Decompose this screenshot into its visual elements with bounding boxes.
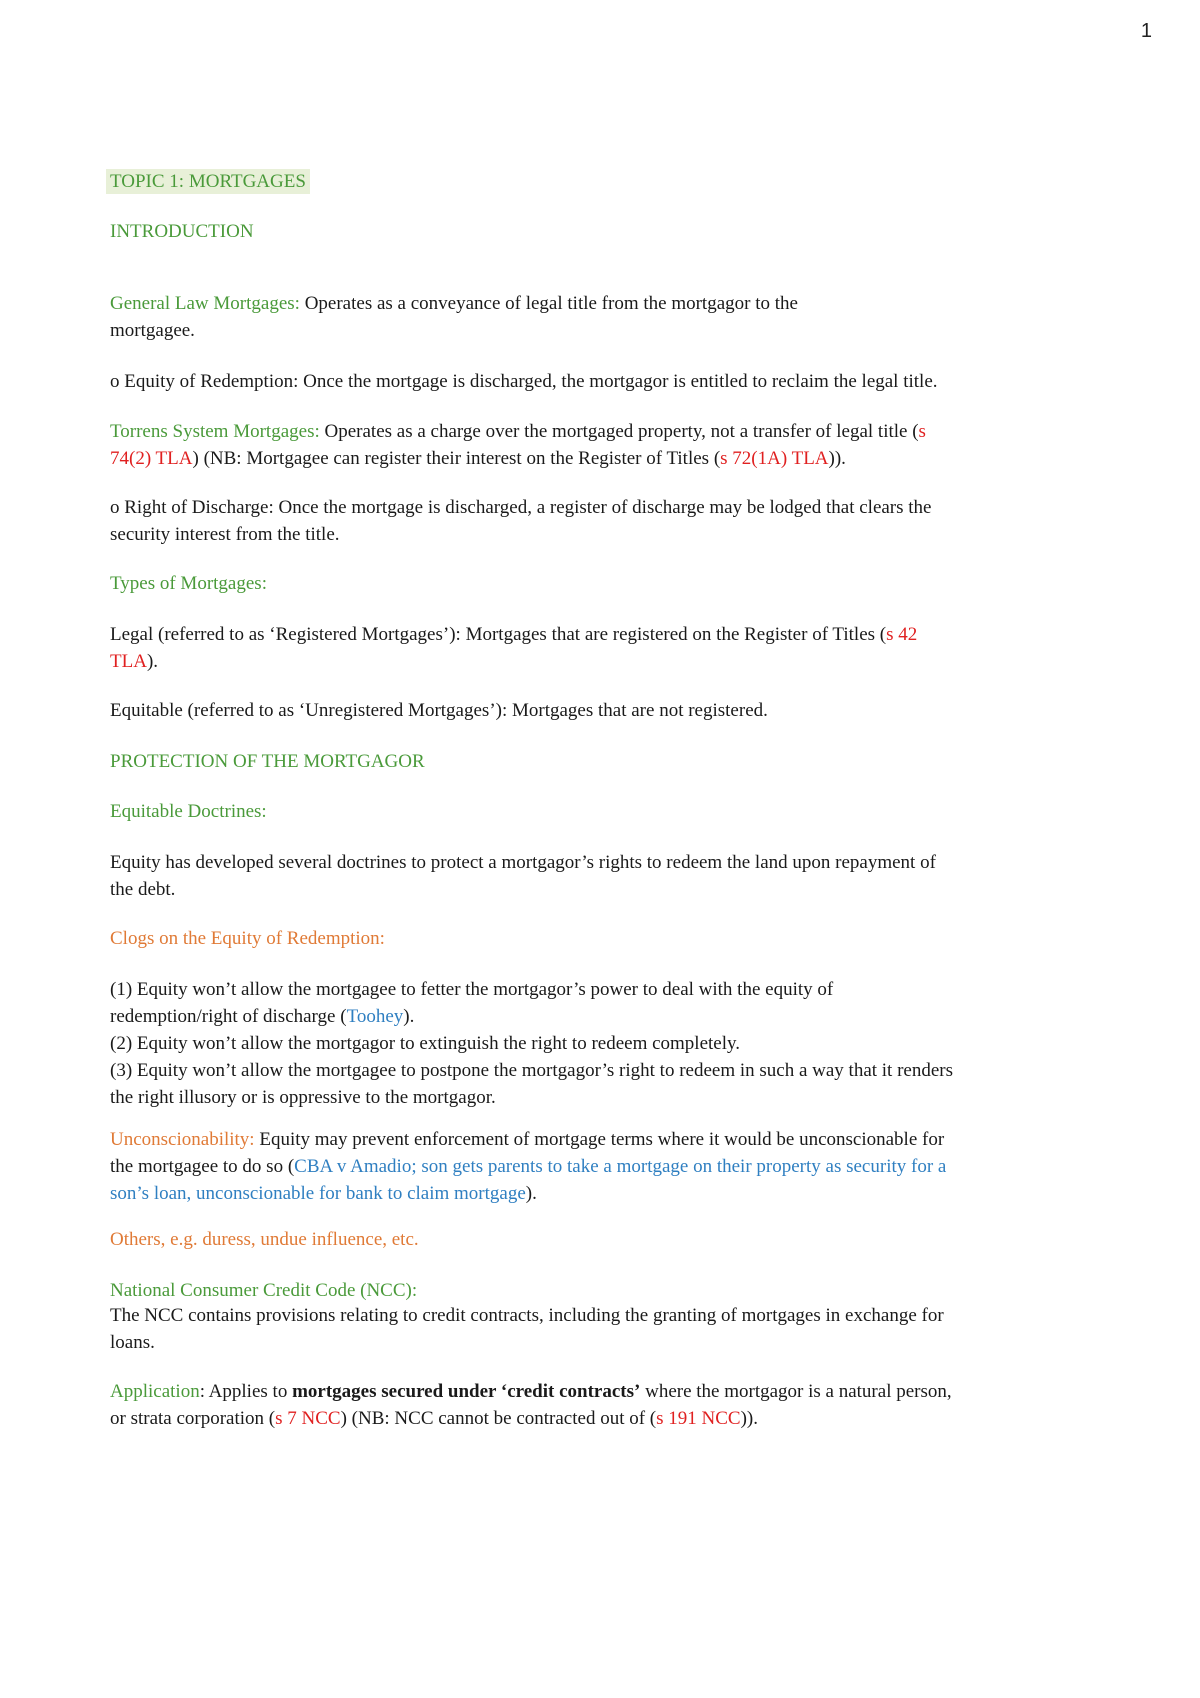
page-number: 1	[1140, 20, 1152, 42]
ncc-heading: National Consumer Credit Code (NCC):	[110, 1280, 418, 1301]
equitable-mortgage-paragraph: Equitable (referred to as ‘Unregistered Mortgages’): Mortgages that are not registered.	[110, 700, 768, 721]
case-amadio: CBA v Amadio; son gets parents to take a mortgage on their property as security for a	[294, 1156, 947, 1177]
case-amadio-cont: son’s loan, unconscionable for bank to claim mortgage	[110, 1183, 526, 1204]
doctrines-paragraph	[110, 849, 936, 903]
discharge-line-1: o Right of Discharge: Once the mortgage is discharged, a register of discharge may be lodged that clears the	[110, 497, 932, 518]
torrens-ref-2: s 72(1A) TLA	[720, 448, 829, 469]
general-law-paragraph	[110, 290, 798, 344]
clogs-heading: Clogs on the Equity of Redemption:	[110, 928, 385, 949]
topic-title	[110, 168, 310, 195]
unconscionability-label: Unconscionability:	[110, 1129, 255, 1150]
legal-text: Legal (referred to as ‘Registered Mortgages’): Mortgages that are registered on the Register of Titles (	[110, 624, 887, 645]
torrens-ref-1b: 74(2) TLA	[110, 448, 193, 469]
legal-ref-a: s 42	[886, 624, 918, 645]
unconscionability-text: Equity may prevent enforcement of mortgage terms where it would be unconscionable for	[254, 1129, 945, 1150]
unconscionability-end: ).	[525, 1183, 537, 1204]
discharge-line-2: security interest from the title.	[110, 524, 340, 545]
clog-item-3-cont: the right illusory or is oppressive to the mortgagor.	[110, 1087, 496, 1108]
general-law-text: Operates as a conveyance of legal title from the mortgagor to the	[299, 293, 798, 314]
legal-text-2: ).	[146, 651, 159, 672]
torrens-text-2: ) (NB: Mortgagee can register their interest on the Register of Titles (	[192, 448, 721, 469]
clog-item-1-end: ).	[403, 1006, 415, 1027]
torrens-label: Torrens System Mortgages:	[110, 421, 320, 442]
topic-title-text: TOPIC 1: MORTGAGES	[106, 169, 310, 194]
right-of-discharge-paragraph	[110, 494, 932, 548]
application-text-2: where the mortgagor is a natural person,	[640, 1381, 952, 1402]
application-paragraph	[110, 1378, 952, 1432]
application-text-4: ) (NB: NCC cannot be contracted out of (	[340, 1408, 657, 1429]
ncc-paragraph	[110, 1302, 944, 1356]
clog-item-1-cont: redemption/right of discharge (	[110, 1006, 347, 1027]
application-text-5: )).	[740, 1408, 759, 1429]
others-line: Others, e.g. duress, undue influence, etc.	[110, 1229, 419, 1250]
application-ref-2: s 191 NCC	[656, 1408, 741, 1429]
legal-ref-b: TLA	[110, 651, 147, 672]
equity-redemption-paragraph: o Equity of Redemption: Once the mortgage is discharged, the mortgagor is entitled to reclaim the legal title.	[110, 371, 938, 392]
torrens-text: Operates as a charge over the mortgaged property, not a transfer of legal title (	[319, 421, 919, 442]
ncc-line-2: loans.	[110, 1332, 155, 1353]
doctrines-line-1: Equity has developed several doctrines to protect a mortgagor’s rights to redeem the land upon repayment of	[110, 852, 936, 873]
general-law-label: General Law Mortgages:	[110, 293, 300, 314]
clogs-list	[110, 976, 953, 1111]
application-text-3: or strata corporation (	[110, 1408, 276, 1429]
torrens-text-3: )).	[828, 448, 846, 469]
unconscionability-text-2: the mortgagee to do so (	[110, 1156, 295, 1177]
protection-heading: PROTECTION OF THE MORTGAGOR	[110, 751, 425, 772]
doctrines-line-2: the debt.	[110, 879, 176, 900]
ncc-line-1: The NCC contains provisions relating to credit contracts, including the granting of mortgages in exchange for	[110, 1305, 944, 1326]
unconscionability-paragraph	[110, 1126, 946, 1207]
types-heading: Types of Mortgages:	[110, 573, 267, 594]
intro-heading: INTRODUCTION	[110, 221, 254, 242]
case-toohey: Toohey	[346, 1006, 404, 1027]
torrens-paragraph	[110, 418, 926, 472]
clog-item-2: (2) Equity won’t allow the mortgagor to extinguish the right to redeem completely.	[110, 1033, 741, 1054]
application-bold: mortgages secured under ‘credit contracts’	[292, 1381, 641, 1402]
legal-mortgage-paragraph	[110, 621, 917, 675]
general-law-text-2: mortgagee.	[110, 320, 195, 341]
application-label: Application	[110, 1381, 200, 1402]
clog-item-3: (3) Equity won’t allow the mortgagee to postpone the mortgagor’s right to redeem in such a way that it renders	[110, 1060, 954, 1081]
application-text: : Applies to	[199, 1381, 293, 1402]
application-ref-1: s 7 NCC	[275, 1408, 341, 1429]
torrens-ref-1a: s	[918, 421, 926, 442]
doctrines-heading: Equitable Doctrines:	[110, 801, 267, 822]
clog-item-1: (1) Equity won’t allow the mortgagee to fetter the mortgagor’s power to deal with the equity of	[110, 979, 834, 1000]
